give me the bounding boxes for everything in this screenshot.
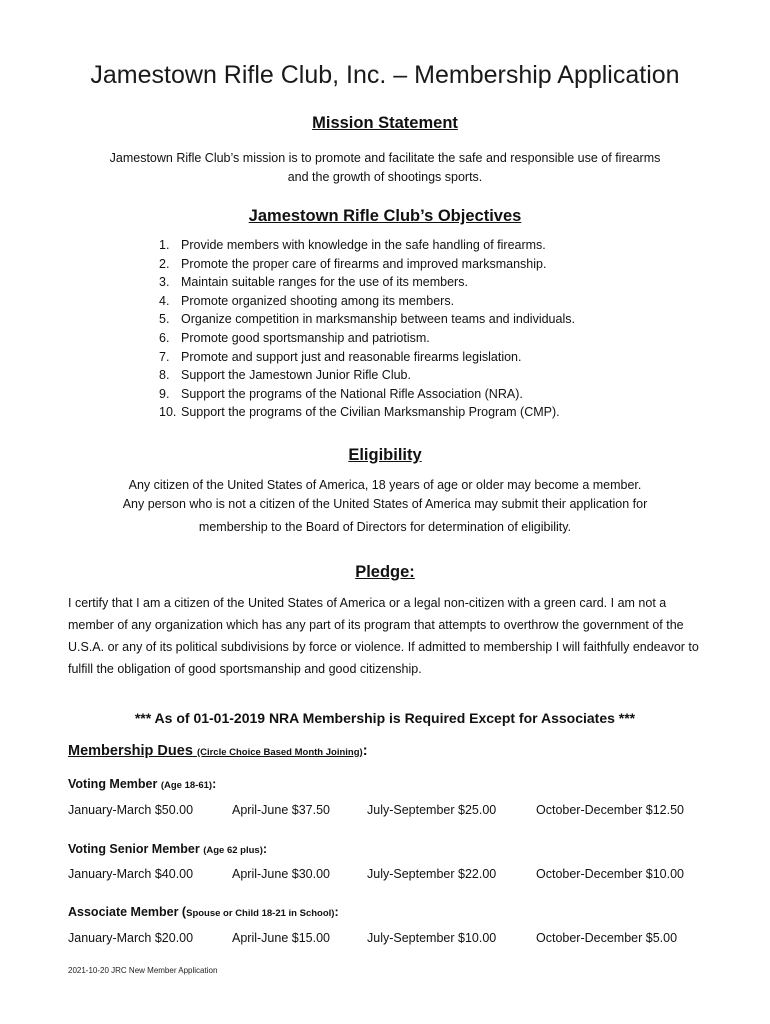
objective-number: 3. — [159, 275, 170, 290]
category-voting-member: Voting Member (Age 18-61): — [68, 777, 217, 791]
mission-text-line-2: and the growth of shootings sports. — [287, 170, 483, 184]
nra-notice: *** As of 01-01-2019 NRA Membership is Required Except for Associates *** — [134, 710, 636, 726]
pledge-text: I certify that I am a citizen of the United States of America or a legal non-citizen with a green card. I am not a member of any organization which has any part of its program that attempts to overthrow the government of the U.S.A. or any of its political subdivisions by force or violence. If admitted to membership I will faithfully endeavor to fulfill the obligation of good sportsmanship and good citizenship. — [68, 596, 699, 676]
objective-text: Maintain suitable ranges for the use of its members. — [181, 275, 468, 290]
objective-item — [159, 385, 575, 404]
objective-item — [159, 403, 575, 422]
price-option[interactable]: January-March $50.00 — [68, 803, 194, 817]
objective-item — [159, 273, 575, 292]
objective-item — [159, 348, 575, 367]
pledge-heading: Pledge: — [355, 563, 415, 581]
price-option[interactable]: July-September $22.00 — [367, 867, 497, 881]
price-option[interactable]: April-June $37.50 — [232, 803, 330, 817]
mission-text-line-1: Jamestown Rifle Club’s mission is to promote and facilitate the safe and responsible use of firearms — [109, 151, 661, 165]
price-option[interactable]: October-December $12.50 — [536, 803, 684, 817]
objective-item — [159, 310, 575, 329]
objective-number: 10. — [159, 405, 177, 420]
price-option[interactable]: April-June $15.00 — [232, 931, 330, 945]
objective-text: Promote and support just and reasonable firearms legislation. — [181, 349, 522, 364]
page-footer: 2021-10-20 JRC New Member Application — [68, 966, 218, 975]
objective-text: Promote organized shooting among its members. — [181, 293, 455, 308]
objective-item — [159, 366, 575, 385]
category-voting-senior-member: Voting Senior Member (Age 62 plus): — [68, 842, 268, 856]
dues-colon: : — [362, 743, 368, 759]
objective-item — [159, 329, 575, 348]
price-option[interactable]: July-September $25.00 — [367, 803, 497, 817]
objectives-heading: Jamestown Rifle Club’s Objectives — [248, 207, 522, 225]
eligibility-line-3: membership to the Board of Directors for determination of eligibility. — [198, 520, 572, 534]
objective-number: 8. — [159, 368, 170, 383]
objective-text: Organize competition in marksmanship between teams and individuals. — [181, 312, 575, 327]
objective-text: Promote good sportsmanship and patriotism. — [181, 330, 430, 345]
category-detail: (Age 18-61) — [160, 780, 213, 791]
eligibility-heading: Eligibility — [348, 446, 422, 464]
objective-item — [159, 236, 575, 255]
objective-number: 7. — [159, 349, 170, 364]
objective-item — [159, 292, 575, 311]
objective-text: Support the Jamestown Junior Rifle Club. — [181, 368, 411, 383]
dues-heading — [68, 743, 368, 759]
objective-number: 1. — [159, 238, 170, 252]
objective-text: Support the programs of the Civilian Marksmanship Program (CMP). — [181, 405, 560, 420]
objective-item — [159, 255, 575, 274]
eligibility-line-2: Any person who is not a citizen of the United States of America may submit their application for — [122, 497, 648, 511]
objective-text: Provide members with knowledge in the safe handling of firearms. — [181, 238, 546, 252]
objective-number: 9. — [159, 386, 170, 401]
price-option[interactable]: July-September $10.00 — [367, 931, 497, 945]
dues-note: (Circle Choice Based Month Joining) — [196, 747, 363, 758]
objective-number: 2. — [159, 256, 170, 271]
price-option[interactable]: October-December $5.00 — [536, 931, 678, 945]
objective-number: 4. — [159, 293, 170, 308]
objective-text: Promote the proper care of firearms and improved marksmanship. — [181, 256, 547, 271]
objective-number: 6. — [159, 330, 170, 345]
page-title: Jamestown Rifle Club, Inc. – Membership Application — [90, 61, 680, 89]
objective-number: 5. — [159, 312, 170, 327]
price-option[interactable]: January-March $20.00 — [68, 931, 194, 945]
eligibility-line-1: Any citizen of the United States of America, 18 years of age or older may become a member. — [128, 478, 642, 492]
objective-text: Support the programs of the National Rifle Association (NRA). — [181, 386, 523, 401]
dues-heading-label: Membership Dues (Circle Choice Based Month Joining) — [68, 743, 363, 759]
price-option[interactable]: April-June $30.00 — [232, 867, 330, 881]
price-option[interactable]: January-March $40.00 — [68, 867, 194, 881]
price-option[interactable]: October-December $10.00 — [536, 867, 684, 881]
mission-heading: Mission Statement — [312, 114, 458, 132]
category-associate-member: Associate Member (Spouse or Child 18-21 in School): — [68, 905, 339, 919]
category-detail: Spouse or Child 18-21 in School) — [186, 908, 335, 919]
category-detail: (Age 62 plus) — [203, 845, 263, 856]
objectives-list — [159, 236, 575, 422]
